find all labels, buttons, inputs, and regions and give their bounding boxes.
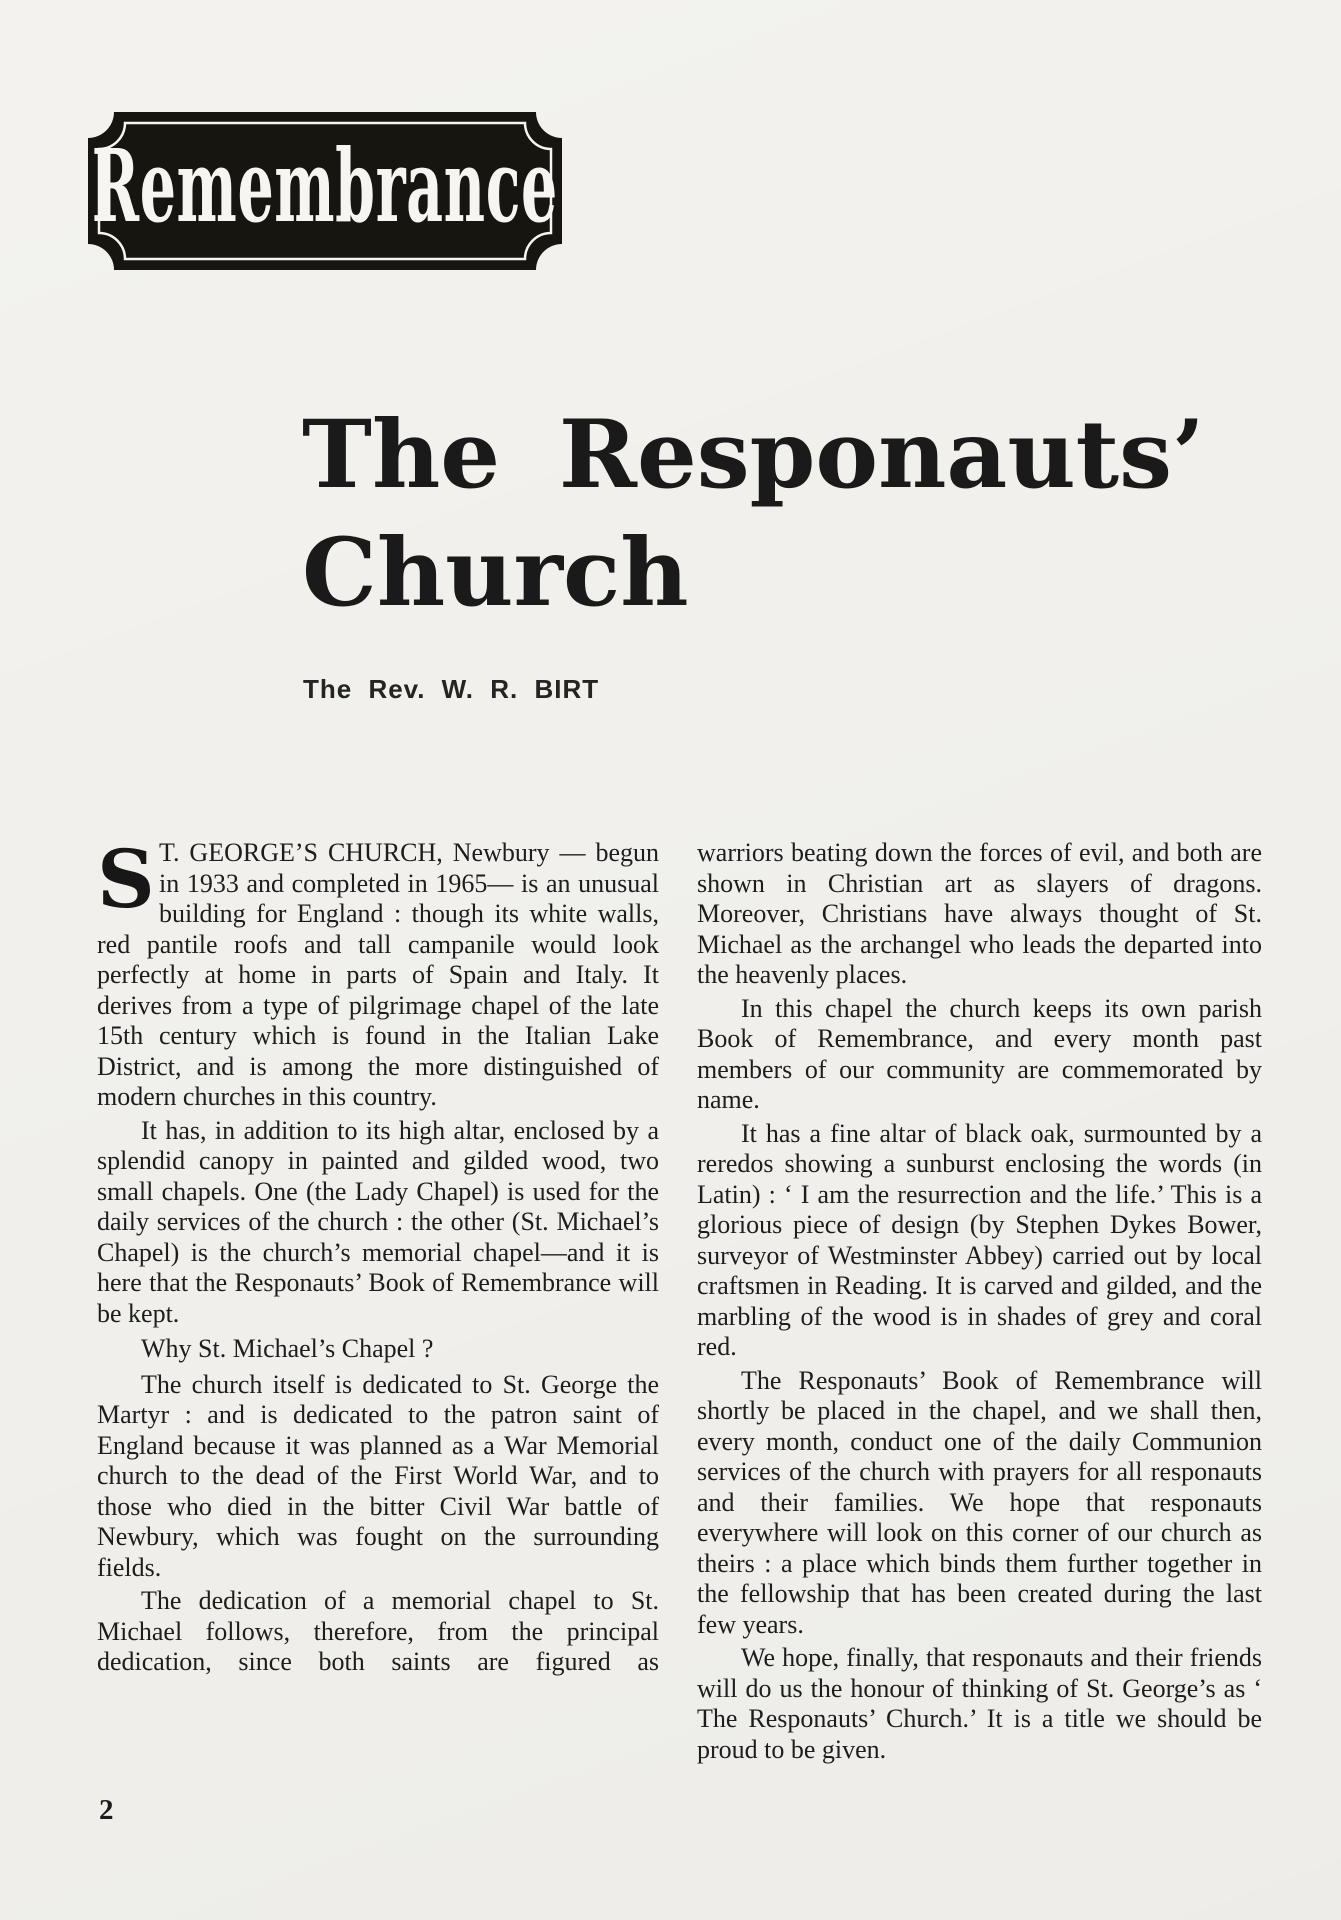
article-byline: The Rev. W. R. BIRT	[303, 674, 600, 704]
paragraph: It has, in addition to its high altar, enclosed by a splendid canopy in painted and gilded wood, two small chapels. One (the Lady Chapel) is used for the daily services of the church : the other (St. Michael’s Chapel) is the church’s memorial chapel—and it is here that the Responauts’ Book of Remembrance will be kept.	[97, 1115, 659, 1328]
paragraph: In this chapel the church keeps its own parish Book of Remembrance, and every month past members of our community are commemorated by name.	[697, 993, 1262, 1114]
plaque-label-wrap	[88, 112, 562, 270]
article-title-line1: The Responauts’	[302, 400, 1205, 510]
paragraph: We hope, finally, that responauts and their friends will do us the honour of thinking of St. George’s as ‘ The Responauts’ Church.’ It is a title we should be proud to be given.	[697, 1643, 1262, 1764]
paragraph: warriors beating down the forces of evil, and both are shown in Christian art as slayers of dragons. Moreover, Christians have always thought of St. Michael as the archangel who leads the departed into the heavenly places.	[697, 838, 1262, 989]
article-title	[302, 396, 1205, 632]
paragraph: The dedication of a memorial chapel to St. Michael follows, therefore, from the principal dedication, since both saints are figured as	[97, 1586, 659, 1676]
plaque-label: Remembrance	[91, 127, 559, 245]
article-column-right	[697, 838, 1262, 1768]
paragraph: The church itself is dedicated to St. George the Martyr : and is dedicated to the patron saint of England because it was planned as a War Memorial church to the dead of the First World War, and to those who died in the bitter Civil War battle of Newbury, which was fought on the surrounding fields.	[97, 1369, 659, 1582]
remembrance-plaque	[88, 112, 562, 270]
paragraph: It has a fine altar of black oak, surmounted by a reredos showing a sunburst enclosing the words (in Latin) : ‘ I am the resurrection and the life.’ This is a glorious piece of design (by Stephen Dykes Bower, surveyor of Westminster Abbey) carried out by local craftsmen in Reading. It is carved and gilded, and the marbling of the wood is in shades of grey and coral red.	[697, 1118, 1262, 1361]
paragraph-text: T. GEORGE’S CHURCH, Newbury — begun in 1933 and completed in 1965— is an unusual building for England : though its white walls, red pantile roofs and tall campanile would look perfectly at home in parts of Spain and Italy. It derives from a type of pilgrimage chapel of the late 15th century which is found in the Italian Lake District, and is among the more distinguished of modern churches in this country.	[97, 838, 659, 1111]
paragraph-dropcap	[97, 832, 659, 1113]
paragraph-subhead: Why St. Michael’s Chapel ?	[141, 1334, 434, 1363]
paragraph: The Responauts’ Book of Remembrance will shortly be placed in the chapel, and we shall then, every month, conduct one of the daily Communion services of the church with prayers for all responauts and their families. We hope that responauts everywhere will look on this corner of our church as theirs : a place which binds them further together in the fellowship that has been created during the last few years.	[697, 1365, 1262, 1639]
drop-cap-initial: S	[97, 832, 155, 926]
article-column-left	[97, 832, 659, 1681]
page-number: 2	[99, 1794, 114, 1826]
article-title-line2: Church	[302, 518, 689, 628]
